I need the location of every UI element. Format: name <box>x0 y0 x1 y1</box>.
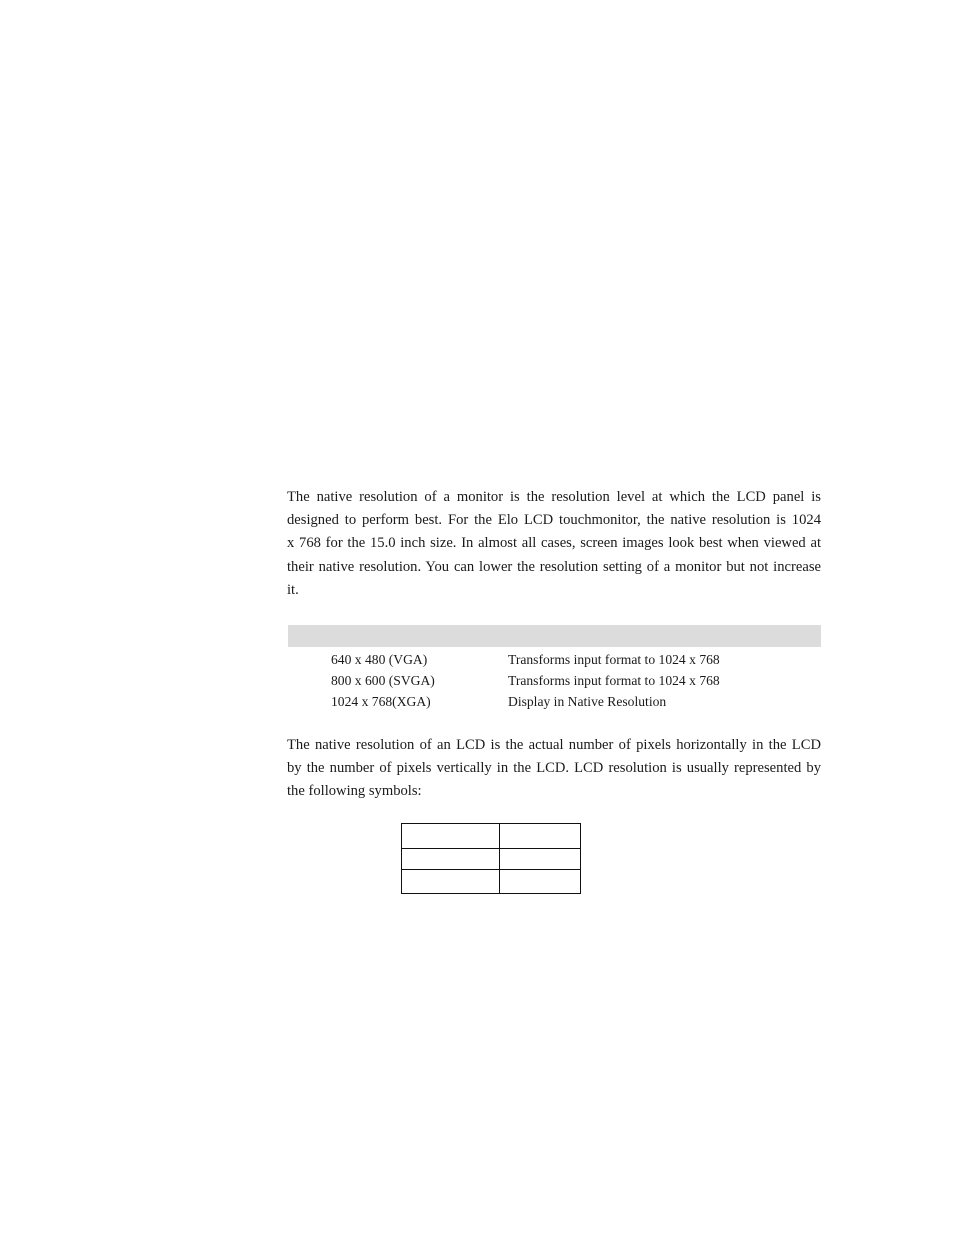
table-row <box>402 870 581 894</box>
table-cell <box>500 849 581 870</box>
table-cell <box>402 849 500 870</box>
paragraph-line: it. <box>287 581 299 598</box>
paragraph-line: the following symbols: <box>287 783 422 800</box>
input-mode-cell: 800 x 600 (SVGA) <box>331 673 435 688</box>
intro-paragraph <box>287 486 821 602</box>
input-mode-cell: 1024 x 768(XGA) <box>331 694 431 709</box>
resolution-symbol-table <box>401 823 581 894</box>
table-cell <box>402 824 500 849</box>
paragraph-line: x 768 for the 15.0 inch size. In almost all cases, screen images look best when viewed at <box>287 535 821 552</box>
table-row <box>288 691 821 712</box>
table-cell <box>500 870 581 894</box>
paragraph-line: designed to perform best. For the Elo LCD touchmonitor, the native resolution is 1024 <box>287 512 821 529</box>
paragraph-line: The native resolution of an LCD is the actual number of pixels horizontally in the LCD <box>287 737 821 753</box>
table-cell <box>402 870 500 894</box>
input-mode-table <box>288 625 821 712</box>
paragraph-line: their native resolution. You can lower the resolution setting of a monitor but not increase <box>287 558 821 575</box>
native-resolution-paragraph <box>287 734 821 804</box>
table-row <box>288 670 821 691</box>
table-row <box>402 824 581 849</box>
table-body <box>288 647 821 712</box>
table-cell <box>500 824 581 849</box>
paragraph-line: The native resolution of a monitor is the resolution level at which the LCD panel is <box>287 489 821 505</box>
input-mode-cell: 640 x 480 (VGA) <box>331 652 428 667</box>
paragraph-line: by the number of pixels vertically in the LCD. LCD resolution is usually represented by <box>287 760 821 777</box>
table-header-band <box>288 625 821 647</box>
table-row <box>288 649 821 670</box>
table-row <box>402 849 581 870</box>
conversion-cell: Transforms input format to 1024 x 768 <box>508 673 720 688</box>
conversion-cell: Transforms input format to 1024 x 768 <box>508 652 720 667</box>
conversion-cell: Display in Native Resolution <box>508 694 667 709</box>
